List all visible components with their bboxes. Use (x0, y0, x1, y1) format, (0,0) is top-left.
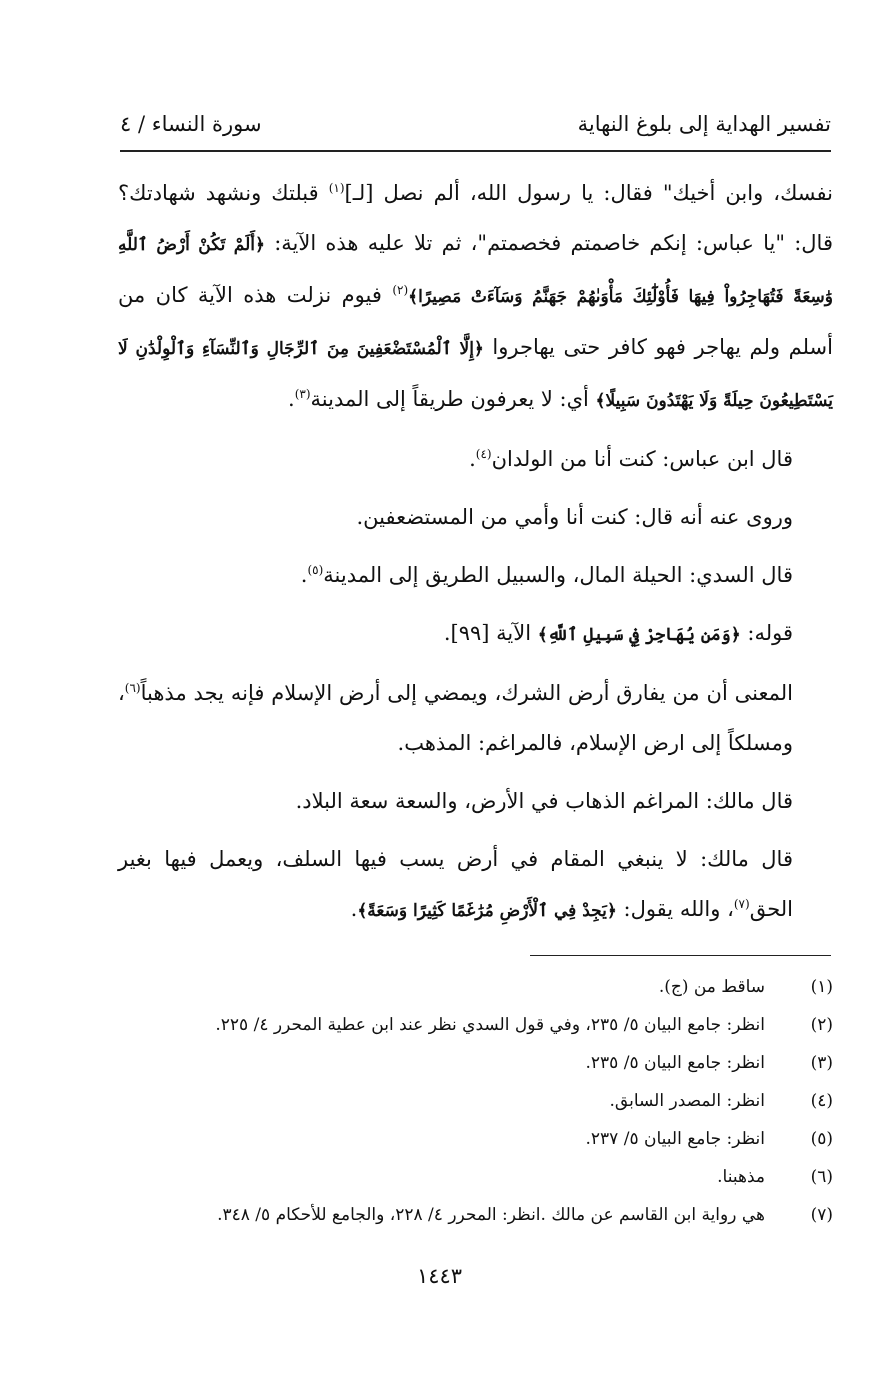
text-run: قال مالك: لا ينبغي المقام في أرض يسب فيها السلف، ويعمل فيها بغير الحق (118, 847, 793, 921)
footnote-text: ساقط من (ج). (658, 977, 765, 997)
main-text (118, 168, 833, 944)
footnote-item (118, 968, 833, 1006)
footnote-number: (٢) (810, 1015, 833, 1035)
text-run: . (300, 563, 308, 587)
page-number: ١٤٤٣ (416, 1264, 463, 1288)
footnote-number: (٤) (810, 1091, 833, 1111)
text-run: الآية [٩٩]. (443, 621, 538, 645)
quran-verse: ﴿إِلَّا ٱلْمُسْتَضْعَفِينَ مِنَ ٱلرِّجَالِ وَٱلنِّسَآءِ وَٱلْوِلْدَٰنِ لَا يَسْتَطِيعُونَ حِيلَةً وَلَا يَهْتَدُونَ سَبِيلًا﴾ (118, 339, 833, 411)
paragraph (118, 434, 833, 484)
text-run: وروى عنه أنه قال: كنت أنا وأمي من المستضعفين. (356, 505, 793, 529)
paragraph (118, 776, 833, 826)
footnote-item (118, 1082, 833, 1120)
footnote-item (118, 1044, 833, 1082)
text-run: . (469, 447, 476, 471)
footnote-item (118, 1196, 833, 1234)
text-run: قال السدي: الحيلة المال، والسبيل الطريق إلى المدينة (323, 563, 793, 587)
text-run: ، والله يقول: (616, 897, 734, 921)
footnote-number: (٣) (810, 1053, 833, 1073)
footnote-number: (٥) (810, 1129, 833, 1149)
footnote-item (118, 1158, 833, 1196)
footnote-ref: (٦) (124, 681, 141, 695)
footnote-item (118, 1006, 833, 1044)
footnote-ref: (٥) (307, 563, 324, 577)
footnote-ref: (٤) (475, 447, 492, 461)
text-run: قال مالك: المراغم الذهاب في الأرض، والسعة سعة البلاد. (295, 789, 793, 813)
paragraph (118, 608, 833, 660)
text-run: قال ابن عباس: كنت أنا من الولدان (491, 447, 793, 471)
footnote-number: (١) (810, 977, 833, 997)
text-run: ، ومسلكاً إلى ارض الإسلام، فالمراغم: المذهب. (118, 681, 793, 755)
footnote-text: انظر: جامع البيان ٥/ ٢٣٥، وفي قول السدي نظر عند ابن عطية المحرر ٤/ ٢٢٥. (215, 1015, 765, 1035)
text-run: أي: لا يعرفون طريقاً إلى المدينة (310, 387, 596, 411)
footnote-item (118, 1120, 833, 1158)
footnote-text: انظر: المصدر السابق. (609, 1091, 765, 1111)
footnote-ref: (١) (328, 181, 345, 195)
text-run: فيوم نزلت هذه الآية كان من أسلم ولم يهاجر فهو كافر حتى يهاجروا (118, 283, 833, 359)
paragraph (118, 668, 833, 768)
text-run: قوله: (740, 621, 793, 645)
footnote-ref: (٢) (392, 283, 409, 297)
footnote-text: انظر: جامع البيان ٥/ ٢٣٥. (585, 1053, 765, 1073)
footnote-divider (530, 955, 831, 956)
text-run: . (350, 897, 358, 921)
header-divider (120, 150, 831, 152)
footnote-text: مذهبنا. (717, 1167, 765, 1187)
paragraph (118, 834, 833, 936)
footnote-text: انظر: جامع البيان ٥/ ٢٣٧. (585, 1129, 765, 1149)
quran-verse: ﴿أَلَمْ تَكُنْ أَرْضُ ٱللَّهِ وَٰسِعَةً فَتُهَاجِرُواْ فِيهَا فَأُوْلَٰٓئِكَ مَأْوَىٰهُمْ جَهَنَّمُ وَسَآءَتْ مَصِيرًا﴾ (118, 235, 833, 307)
text-run: نفسك، وابن أخيك" فقال: يا رسول الله، ألم نصل [لـ] (344, 181, 833, 205)
footnote-number: (٧) (810, 1205, 833, 1225)
text-run: المعنى أن من يفارق أرض الشرك، ويمضي إلى أرض الإسلام فإنه يجد مذهباً (140, 681, 793, 705)
text-run: قبلتك ونشهد شهادتك؟ قال: "يا عباس: إنكم خاصمتم فخصمتم"، ثم تلا عليه هذه الآية: (118, 181, 833, 255)
footnote-ref: (٧) (733, 897, 750, 911)
paragraph (118, 550, 833, 600)
running-header-surah: سورة النساء / ٤ (120, 112, 262, 136)
footnote-text: هي رواية ابن القاسم عن مالك .انظر: المحرر ٤/ ٢٢٨، والجامع للأحكام ٥/ ٣٤٨. (217, 1205, 765, 1225)
running-header-book-title: تفسير الهداية إلى بلوغ النهاية (577, 112, 831, 136)
footnote-ref: (٣) (294, 387, 311, 401)
footnote-number: (٦) (810, 1167, 833, 1187)
paragraph (118, 168, 833, 426)
text-run: . (288, 387, 295, 411)
paragraph (118, 492, 833, 542)
quran-verse: ﴿وَمَن يُهَاجِرْ فِي سَبِيلِ ٱللَّهِ﴾ (537, 625, 741, 645)
quran-verse: ﴿يَجِدْ فِي ٱلْأَرْضِ مُرَٰغَمًا كَثِيرًا وَسَعَةً﴾ (357, 901, 617, 921)
footnotes-list (118, 968, 833, 1234)
